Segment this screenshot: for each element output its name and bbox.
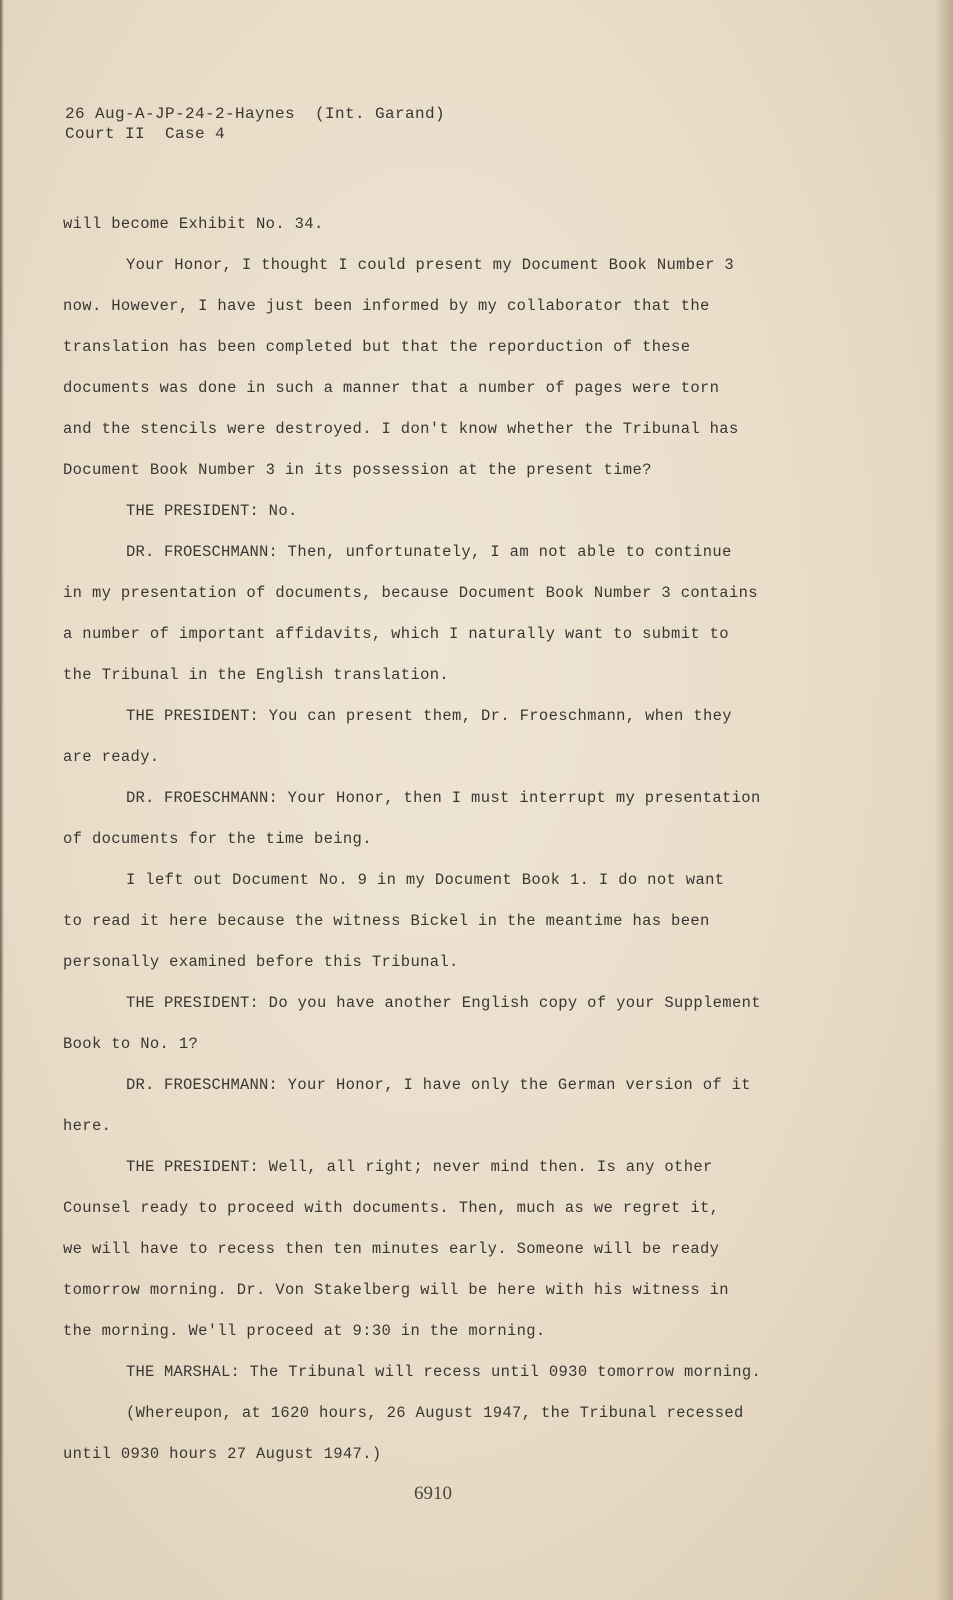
- speaker-label: DR. FROESCHMANN:: [126, 543, 279, 561]
- speaker-label: THE PRESIDENT:: [126, 1158, 260, 1176]
- transcript-line: in my presentation of documents, because Document Book Number 3 contains: [63, 584, 758, 602]
- speaker-label: DR. FROESCHMANN:: [126, 789, 279, 807]
- speaker-label: THE PRESIDENT:: [126, 707, 260, 725]
- transcript-line: personally examined before this Tribunal.: [63, 953, 459, 971]
- transcript-line: until 0930 hours 27 August 1947.): [63, 1445, 382, 1463]
- speaker-label: THE PRESIDENT:: [126, 502, 260, 520]
- speaker-label: THE PRESIDENT:: [126, 994, 260, 1012]
- transcript-line: tomorrow morning. Dr. Von Stakelberg will be here with his witness in: [63, 1281, 729, 1299]
- speech-text: The Tribunal will recess until 0930 tomorrow morning.: [240, 1363, 762, 1381]
- transcript-line: [63, 1352, 883, 1393]
- transcript-line: the Tribunal in the English translation.: [63, 666, 450, 684]
- transcript-line: will become Exhibit No. 34.: [63, 215, 324, 233]
- transcript-line: are ready.: [63, 748, 160, 766]
- transcript-line: [63, 1147, 883, 1188]
- speech-text: Then, unfortunately, I am not able to continue: [278, 543, 732, 561]
- document-header: [65, 104, 445, 144]
- transcript-line: [63, 1065, 883, 1106]
- transcript-line: translation has been completed but that the reporduction of these: [63, 338, 691, 356]
- transcript-line: Counsel ready to proceed with documents. Then, much as we regret it,: [63, 1199, 720, 1217]
- transcript-line: a number of important affidavits, which I naturally want to submit to: [63, 625, 729, 643]
- transcript-line: [63, 696, 883, 737]
- speech-text: Your Honor, then I must interrupt my presentation: [278, 789, 761, 807]
- transcript-line: Your Honor, I thought I could present my Document Book Number 3: [126, 256, 735, 274]
- speech-text: Do you have another English copy of your Supplement: [259, 994, 761, 1012]
- transcript-line: to read it here because the witness Bickel in the meantime has been: [63, 912, 710, 930]
- transcript-line: we will have to recess then ten minutes early. Someone will be ready: [63, 1240, 720, 1258]
- transcript-line: [63, 778, 883, 819]
- speaker-label: THE MARSHAL:: [126, 1363, 241, 1381]
- header-line-1: 26 Aug-A-JP-24-2-Haynes (Int. Garand): [65, 105, 446, 123]
- transcript-line: [63, 491, 883, 532]
- speech-text: You can present them, Dr. Froeschmann, when they: [259, 707, 732, 725]
- transcript-line: Document Book Number 3 in its possession at the present time?: [63, 461, 652, 479]
- speech-text: No.: [259, 502, 298, 520]
- transcript-line: I left out Document No. 9 in my Document Book 1. I do not want: [126, 871, 725, 889]
- speaker-label: DR. FROESCHMANN:: [126, 1076, 279, 1094]
- header-line-2: Court II Case 4: [65, 125, 226, 143]
- speech-text: Well, all right; never mind then. Is any other: [259, 1158, 713, 1176]
- transcript-line: the morning. We'll proceed at 9:30 in the morning.: [63, 1322, 546, 1340]
- transcript-line: of documents for the time being.: [63, 830, 372, 848]
- transcript-line: now. However, I have just been informed by my collaborator that the: [63, 297, 710, 315]
- transcript-line: Book to No. 1?: [63, 1035, 199, 1053]
- transcript-line: (Whereupon, at 1620 hours, 26 August 1947, the Tribunal recessed: [126, 1404, 744, 1422]
- page-left-edge-shadow: [0, 0, 4, 1600]
- transcript-line: [63, 532, 883, 573]
- transcript-line: and the stencils were destroyed. I don't know whether the Tribunal has: [63, 420, 739, 438]
- transcript-body: [63, 204, 883, 1475]
- page-right-edge-shadow: [935, 0, 953, 1600]
- transcript-line: here.: [63, 1117, 112, 1135]
- transcript-line: documents was done in such a manner that a number of pages were torn: [63, 379, 720, 397]
- speech-text: Your Honor, I have only the German version of it: [278, 1076, 751, 1094]
- page-number: 6910: [414, 1483, 452, 1504]
- transcript-line: [63, 983, 883, 1024]
